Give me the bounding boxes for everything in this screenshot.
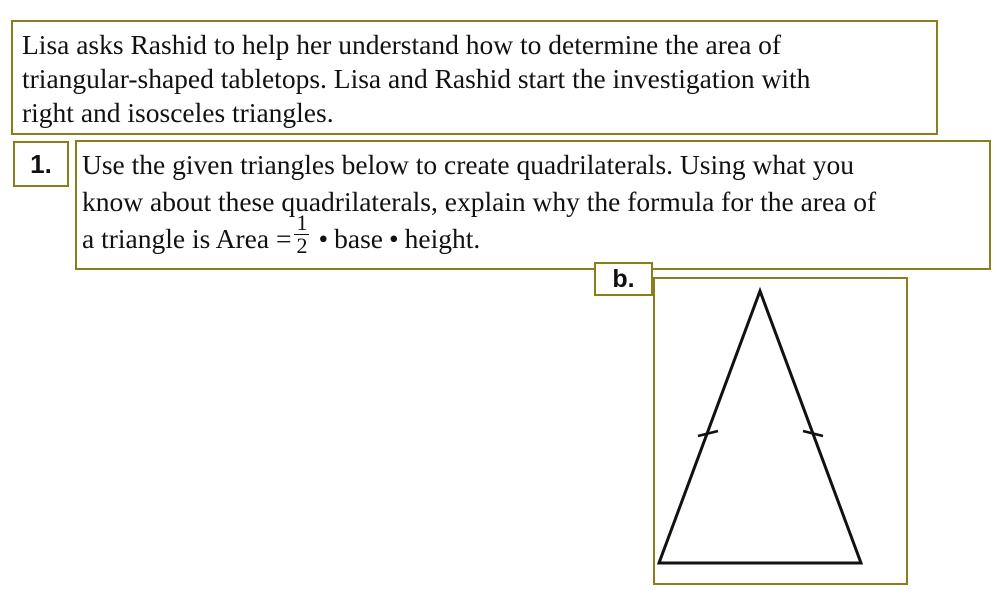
question-line-3 — [82, 210, 989, 259]
formula-height: height. — [404, 223, 481, 254]
question-number-box — [13, 141, 69, 187]
isosceles-triangle-icon — [655, 279, 906, 583]
figure-b-label: b. — [612, 265, 635, 293]
intro-line-3: right and isosceles triangles. — [22, 97, 334, 128]
intro-line-2: triangular-shaped tabletops. Lisa and Rashid start the investigation with — [22, 63, 811, 94]
question-line-1: Use the given triangles below to create quadrilaterals. Using what you — [82, 149, 855, 180]
fraction-numerator: 1 — [296, 210, 308, 236]
intro-line-1: Lisa asks Rashid to help her understand how to determine the area of — [22, 29, 782, 60]
question-number: 1. — [30, 149, 52, 179]
formula-prefix: a triangle is Area = — [82, 223, 292, 254]
multiply-dot-2: • — [388, 223, 399, 254]
fraction-denominator: 2 — [296, 233, 308, 259]
multiply-dot-1: • — [318, 223, 329, 254]
formula-base: base — [334, 223, 383, 254]
one-half-fraction — [294, 212, 309, 257]
intro-text-box — [11, 20, 938, 135]
figure-b-label-box — [594, 262, 653, 296]
question-text-box — [75, 140, 991, 270]
triangle-outline — [659, 291, 861, 563]
question-line-2: know about these quadrilaterals, explain why the formula for the area of — [82, 186, 877, 217]
figure-b-box — [653, 277, 908, 585]
